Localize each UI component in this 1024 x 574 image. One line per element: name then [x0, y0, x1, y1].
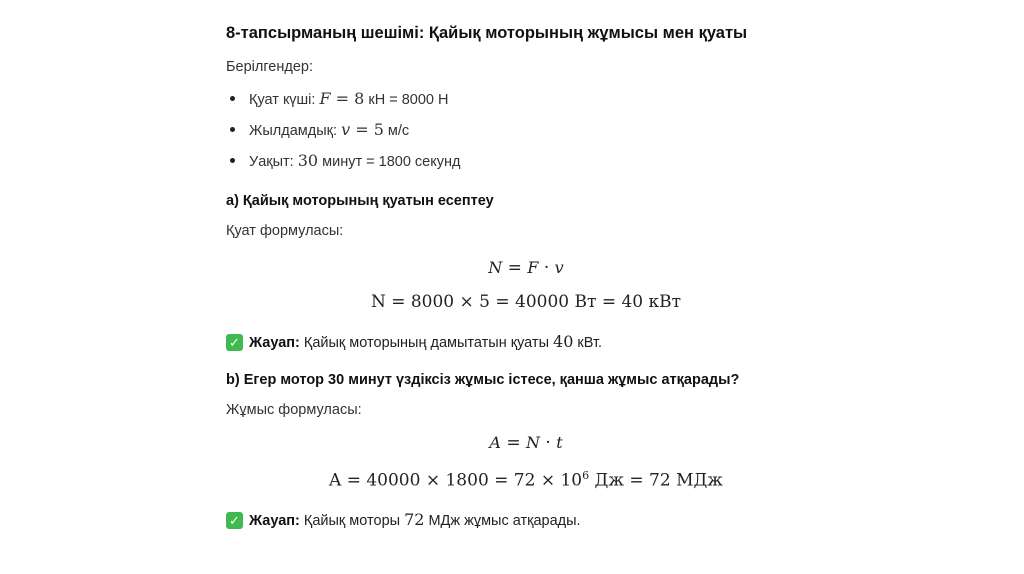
bullet-icon	[230, 127, 235, 132]
work-formula: A = N · t	[489, 433, 563, 453]
given-item-speed: Жылдамдық: v = 5 м/с	[230, 120, 409, 139]
given-item-force: Қуат күші: F = 8 кН = 8000 Н	[230, 89, 448, 108]
check-icon: ✓	[226, 512, 243, 529]
given-heading: Берілгендер:	[226, 59, 313, 75]
bullet-icon	[230, 96, 235, 101]
part-a-heading: a) Қайық моторының қуатын есептеу	[226, 193, 494, 209]
part-b-answer: ✓ Жауап: Қайық моторы 72 МДж жұмыс атқарады.	[226, 510, 581, 530]
part-b-heading: b) Егер мотор 30 минут үздіксіз жұмыс істесе, қанша жұмыс атқарады?	[226, 372, 740, 388]
power-calculation: N = 8000 × 5 = 40000 Вт = 40 кВт	[370, 292, 682, 312]
check-icon: ✓	[226, 334, 243, 351]
work-calculation: $A = 40000 \times 1800 = 72 \times 10^6$ Дж = 72 МДж	[329, 469, 723, 491]
given-item-time: Уақыт: 30 минут = 1800 секунд	[230, 151, 460, 170]
part-b-formula-label: Жұмыс формуласы:	[226, 402, 362, 418]
part-a-answer: ✓ Жауап: Қайық моторының дамытатын қуаты 40 кВт.	[226, 332, 602, 352]
part-a-formula-label: Қуат формуласы:	[226, 223, 344, 239]
page-title: 8-тапсырманың шешімі: Қайық моторының жұмысы мен қуаты	[226, 24, 748, 42]
power-formula: N = F · v	[488, 258, 564, 278]
bullet-icon	[230, 158, 235, 163]
